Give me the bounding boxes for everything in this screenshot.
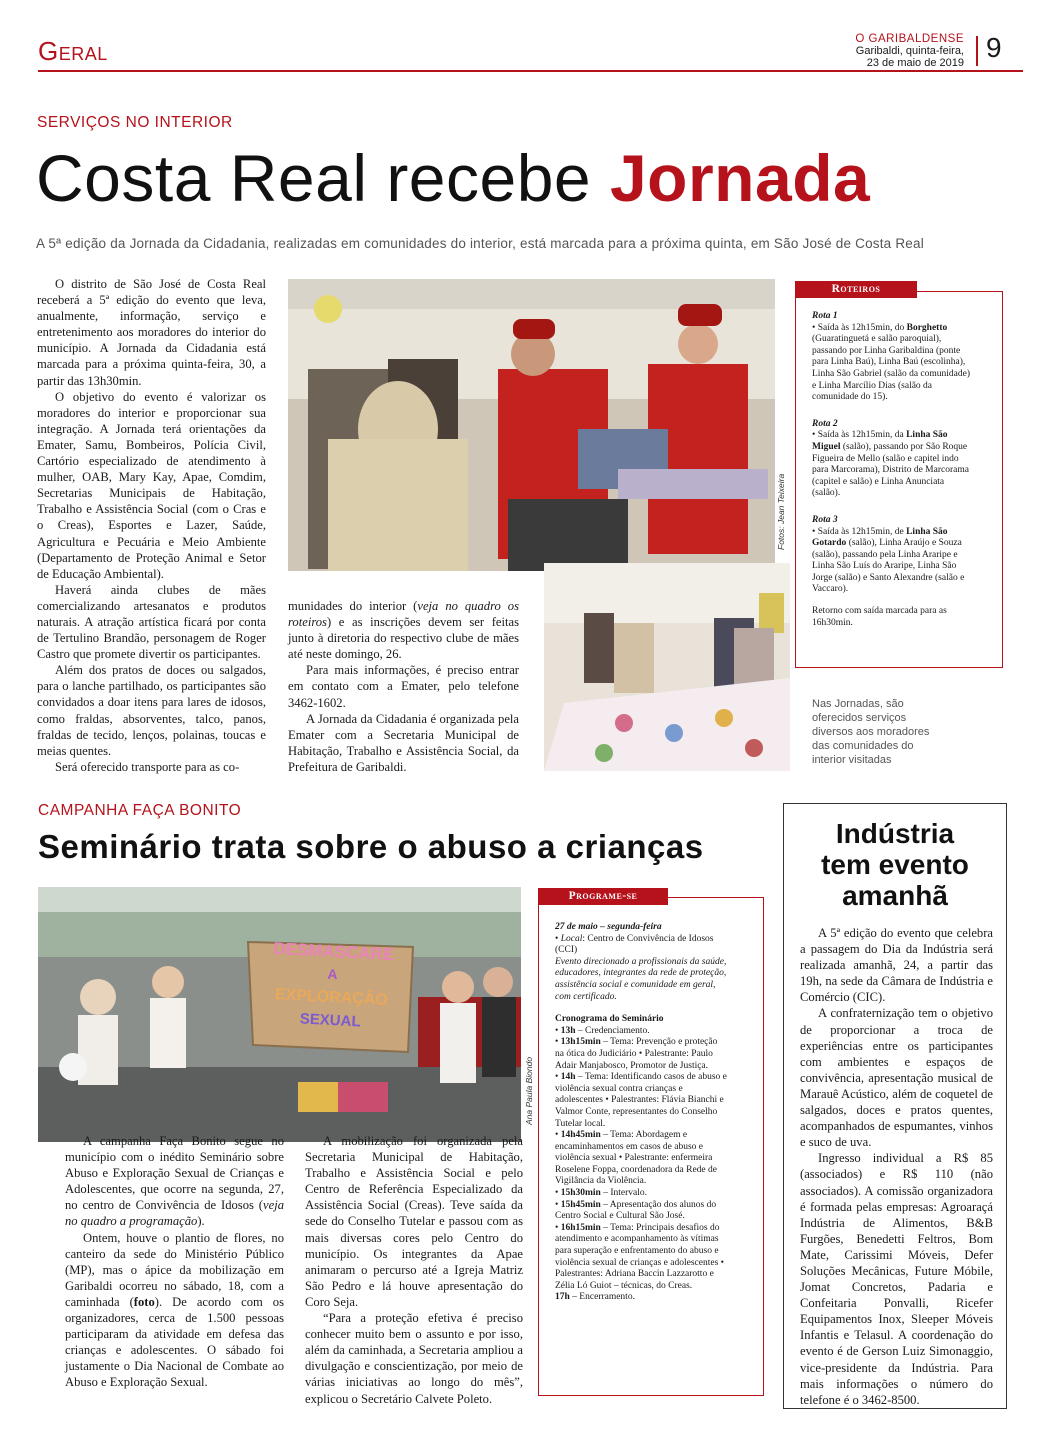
page-number-divider <box>976 36 978 66</box>
story1-column-1 <box>37 276 266 775</box>
item-text: – Intervalo. <box>600 1188 647 1199</box>
publication-name: O GARIBALDENSE <box>855 33 964 45</box>
story2-column-1 <box>65 1133 284 1391</box>
march-banner-text <box>250 936 415 1036</box>
text-run: • Saída às 12h15min, de <box>812 526 907 537</box>
story1-photo-caption: Nas Jornadas, são oferecidos serviços diversos aos moradores das comunidades do interior visitadas <box>812 698 930 766</box>
paragraph: Além dos pratos de doces ou salgados, para o lanche partilhado, os participantes são convidados a doar itens para lares de idosos, como fraldas, absorventes, talco, panos, fraldas de tecido, lenços, polainas, toucas e meias quentes. <box>37 663 266 758</box>
story3-body <box>800 925 993 1408</box>
item-text: – Encerramento. <box>569 1292 635 1303</box>
banner-line: SEXUAL <box>299 1010 362 1031</box>
paragraph: Para mais informações, é preciso entrar em contato com a Emater, pelo telefone 3462-1602. <box>288 663 519 710</box>
banner-line: EXPLORAÇÃO <box>274 986 389 1009</box>
paragraph: Ingresso individual a R$ 85 (associados) e R$ 110 (não associados). A comissão organizadora é formada pelas empresas: Agroaraçá Indústria de Alimentos, B&B Furgões, Benedetti Feltros, Bom Mate, Carissimi Móveis, Defer Soluções Mecânicas, Future Móbile, Jomat Concretos, Padaria e Confeitaria Ponvalli, Ricefer Equipamentos Inox, Sleeper Móveis Infantis e Telasul. A coordenação do evento é de Gerson Luiz Simonaggio, vice-presidente da Indústria. Para mais informações o número do telefone é o 3462-8500. <box>800 1151 993 1407</box>
story2-photo-credit: Ana Paula Biondo <box>524 1056 534 1125</box>
programe-body <box>555 922 727 1304</box>
paragraph <box>65 1230 284 1391</box>
story1-subhead: A 5ª edição da Jornada da Cidadania, realizadas em comunidades do interior, está marcada para a próxima quinta, em São José de Costa Real <box>36 236 924 251</box>
photo-firefighters-graphic <box>288 279 775 571</box>
headline-line: amanhã <box>842 880 948 911</box>
story1-headline <box>36 138 870 218</box>
photo-crafts-graphic <box>544 563 790 771</box>
paragraph <box>288 598 519 662</box>
story1-photo-credit: Fotos: Jean Teixeira <box>776 473 786 550</box>
item-text: – Credenciamento. <box>575 1025 650 1036</box>
cronograma-item: • 16h15min – Tema: Principais desafios do atendimento e acompanhamento às vítimas para superação e enfrentamento do abuso e violência sexual de crianças e adolescentes • Palestrantes: Adriana Baccin Lazzarotto e Zélia Ló Guiot – técnicas, do Creas. <box>555 1222 724 1291</box>
banner-line: A <box>327 965 339 983</box>
item-time: 16h15min <box>560 1222 601 1233</box>
text-run: • Saída às 12h15min, da <box>812 430 907 441</box>
item-text: – Tema: Prevenção e proteção na ótica do Judiciário • Palestrante: Paulo Adair Manjabosco, Promotor de Justiça. <box>555 1037 718 1071</box>
roteiros-tab: Roteiros <box>795 281 917 298</box>
item-text: – Tema: Principais desafios do atendimento e acompanhamento às vítimas para superação e enfrentamento do abuso e violência sexual de crianças e adolescentes • Palestrantes: Adriana Baccin Lazzarotto e Zélia Ló Guiot – técnicas, do Creas. <box>555 1222 724 1291</box>
rota3-text <box>812 527 972 597</box>
rota2-title: Rota 2 <box>812 418 838 429</box>
paragraph: A Jornada da Cidadania é organizada pela Emater com a Secretaria Municipal de Habitação, Trabalho e Assistência Social, da Prefeitura de Garibaldi. <box>288 711 519 774</box>
story2-photo-march <box>38 887 521 1142</box>
programe-local: • Local: Centro de Convivência de Idosos (CCI) <box>555 933 714 956</box>
text-run: A campanha Faça Bonito segue no município com o inédito Seminário sobre Abuso e Exploração Sexual de Crianças e Adolescentes, que ocorre na segunda, 27, no centro de Convivência de Idosos ( <box>65 1134 284 1213</box>
retorno-text: Retorno com saída marcada para as 16h30min. <box>812 606 947 628</box>
rota1-text <box>812 323 972 404</box>
paragraph <box>65 1133 284 1230</box>
text-run: (salão), Linha Araújo e Souza (salão), passando pela Linha Araripe e Linha São Luís do Araripe, Linha São Jorge (salão) e Santo Alexandre (salão e Vaccaro). <box>812 538 965 595</box>
headline-main: Costa Real recebe <box>36 141 610 215</box>
paragraph: A mobilização foi organizada pela Secretaria Municipal de Habitação, Trabalho e Assistência Social e pelo Centro de Referência Especializado da Assistência Social (Creas). Teve saída da sede do Conselho Tutelar e passou com as mais diversas cores pelo Centro do município. Os integrantes da Apae animaram o percurso até a Igreja Matriz São Pedro e lá houve apresentação do Coro Seja. <box>305 1134 523 1309</box>
item-time: 13h15min <box>560 1037 601 1048</box>
cronograma-item: • 15h45min – Apresentação dos alunos do Centro Social e Cultural São José. <box>555 1199 717 1222</box>
story1-kicker: SERVIÇOS NO INTERIOR <box>37 114 233 131</box>
cronograma-item <box>555 1292 727 1304</box>
paragraph: O objetivo do evento é valorizar os moradores do interior e proporcionar sua integração. A Jornada terá orientações da Emater, Samu, Bombeiros, Polícia Civil, Cartório especializado de atendimento à mulher, OAB, Mary Kay, Apae, Comdim, Secretarias Municipais de Habitação, Trabalho e Assistência Social (com o Cras e o Creas), Esportes e Lazer, Saúde, Agricultura e Pecuária e Meio Ambiente (Departamento de Proteção Animal e Setor de Educação Ambiental). <box>37 389 266 581</box>
cronograma-item: • 13h15min – Tema: Prevenção e proteção na ótica do Judiciário • Palestrante: Paulo Adair Manjabosco, Promotor de Justiça. <box>555 1037 718 1071</box>
story1-photo-firefighters <box>288 279 775 571</box>
text-run: ). De acordo com os organizadores, cerca de 1.500 pessoas participaram da atividade em defesa das crianças e adolescentes. O sábado foi justamente o Dia Nacional de Combate ao Abuso e Exploração Sexual. <box>65 1294 285 1390</box>
rota3-title: Rota 3 <box>812 514 838 525</box>
cronograma-item: • 14h – Tema: Identificando casos de abuso e violência sexual contra crianças e adolescentes • Palestrantes: Flávia Bianchi e Valmor Conte, representantes do Conselho Tutelar local. <box>555 1072 727 1129</box>
story2-headline: Seminário trata sobre o abuso a crianças <box>38 828 704 865</box>
rota2-text <box>812 430 972 500</box>
story2-column-2 <box>305 1133 523 1407</box>
text-run: • Saída às 12h15min, do <box>812 322 907 333</box>
rota1-title: Rota 1 <box>812 311 838 321</box>
item-time: 15h45min <box>560 1199 601 1210</box>
dateline-line2: 23 de maio de 2019 <box>866 57 964 69</box>
text-run: : Centro de Convivência de Idosos (CCI) <box>555 933 714 956</box>
text-run: Ontem, houve o plantio de flores, no canteiro da sede do Ministério Público (MP), mas o ápice da mobilização em Garibaldi ocorreu no sábado, 18, com a caminhada ( <box>65 1230 284 1309</box>
item-time: 14h <box>560 1072 576 1083</box>
roteiros-body <box>812 311 972 629</box>
paragraph: O distrito de São José de Costa Real receberá a 5ª edição do evento que leva, anualmente, informação, serviço e entretenimento aos moradores do interior do município. A Jornada da Cidadania está marcada para a próxima quinta-feira, 30, a partir das 13h30min. <box>37 277 266 388</box>
item-text: – Apresentação dos alunos do Centro Social e Cultural São José. <box>555 1199 717 1222</box>
story1-photo-crafts <box>544 563 790 771</box>
text-run: ). <box>197 1214 205 1229</box>
dateline-line1: Garibaldi, quinta-feira, <box>855 45 964 57</box>
page-number: 9 <box>986 32 1002 63</box>
section-name: Geral <box>38 36 108 66</box>
item-time: 13h <box>560 1025 576 1036</box>
item-text: – Tema: Identificando casos de abuso e violência sexual contra crianças e adolescentes • Palestrantes: Flávia Bianchi e Valmor Conte, representantes do Conselho Tutelar local. <box>555 1072 727 1129</box>
programe-description: Evento direcionado a profissionais da saúde, educadores, integrantes da rede de proteção, assistência social e comunidade em geral, com certificado. <box>555 956 727 1002</box>
header-rule <box>38 70 1023 72</box>
text-run-italic: Local <box>560 933 583 944</box>
story2-kicker: CAMPANHA FAÇA BONITO <box>38 802 242 819</box>
cronograma-title: Cronograma do Seminário <box>555 1014 664 1025</box>
paragraph: “Para a proteção efetiva é preciso conhecer muito bem o assunto e por isso, além da caminhada, a Secretaria ampliou a divulgação e conscientização, por meio de várias iniciativas ao longo do mês”, explicou o Secretário Calvete Poleto. <box>305 1311 523 1406</box>
text-run-bold: Borghetto <box>906 322 948 333</box>
text-run: munidades do interior ( <box>288 599 418 613</box>
programe-tab: Programe-se <box>538 888 668 905</box>
headline-accent: Jornada <box>609 141 871 215</box>
story1-column-2 <box>288 598 519 775</box>
programe-date: 27 de maio – segunda-feira <box>555 922 662 932</box>
paragraph: A confraternização tem o objetivo de proporcionar a troca de experiências entre os participantes com ambientes e espaços de convivência, apresentação musical de Marauê Acústico, além de coquetel de salgados, doces e pratos quentes, acompanhados de espumantes, vinhos e suco de uva. <box>800 1006 993 1150</box>
headline-line: Indústria <box>835 818 955 849</box>
banner-line: DESMASCARE <box>272 938 395 965</box>
item-time: 14h45min <box>560 1130 601 1141</box>
cronograma-item: • 15h30min – Intervalo. <box>555 1188 647 1199</box>
text-run: (salão), passando por São Roque Figueira de Mello (salão e capitel indo para Marcorama), Distrito de Marcorama (capitel e salão) e Linha Anunciata (salão). <box>812 441 969 499</box>
text-run: (Guaratinguetá e salão paroquial), passando por Linha Garibaldina (ponte para Linha Baú), Linha Baú (escolinha), Linha São Gabriel (salão da comunidade) e Linha Marcílio Dias (salão da comunidade do 15). <box>812 334 971 403</box>
text-run-italic: veja no quadro a programação <box>65 1198 284 1229</box>
headline-line: tem evento <box>821 849 969 880</box>
text-run-italic: veja no quadro os roteiros <box>288 599 519 630</box>
text-run: ) e as inscrições devem ser feitas junto à diretoria do respectivo clube de mães até neste domingo, 26. <box>288 615 519 662</box>
item-time: 17h <box>555 1292 570 1303</box>
text-run-bold: foto <box>133 1294 155 1309</box>
item-time: 15h30min <box>560 1188 601 1199</box>
paragraph: Será oferecido transporte para as co- <box>55 759 240 774</box>
paragraph: Haverá ainda clubes de mães comercializando artesanatos e produtos naturais. A atração artística ficará por conta de Tertulino Brandão, personagem de Roger Castro que promete divertir os participantes. <box>37 582 266 662</box>
publication-block <box>855 33 964 69</box>
cronograma-item: • 14h45min – Tema: Abordagem e encaminhamentos em casos de abuso e violência sexual • Palestrante: enfermeira Roselene Foppa, coordenadora da Rede de Vigilância da Violência. <box>555 1130 717 1187</box>
paragraph: A 5ª edição do evento que celebra a passagem do Dia da Indústria será realizada amanhã, 24, a partir das 19h, na sede da Câmara de Indústria e Comércio (CIC). <box>800 926 993 1005</box>
story3-headline <box>783 818 1007 911</box>
item-text: – Tema: Abordagem e encaminhamentos em casos de abuso e violência sexual • Palestrante: enfermeira Roselene Foppa, coordenadora da Rede de Vigilância da Violência. <box>555 1130 717 1187</box>
text-run-bold: Linha São Gotardo <box>812 526 948 549</box>
cronograma-item: • 13h – Credenciamento. <box>555 1025 650 1036</box>
text-run-bold: Linha São Miguel <box>812 430 948 452</box>
